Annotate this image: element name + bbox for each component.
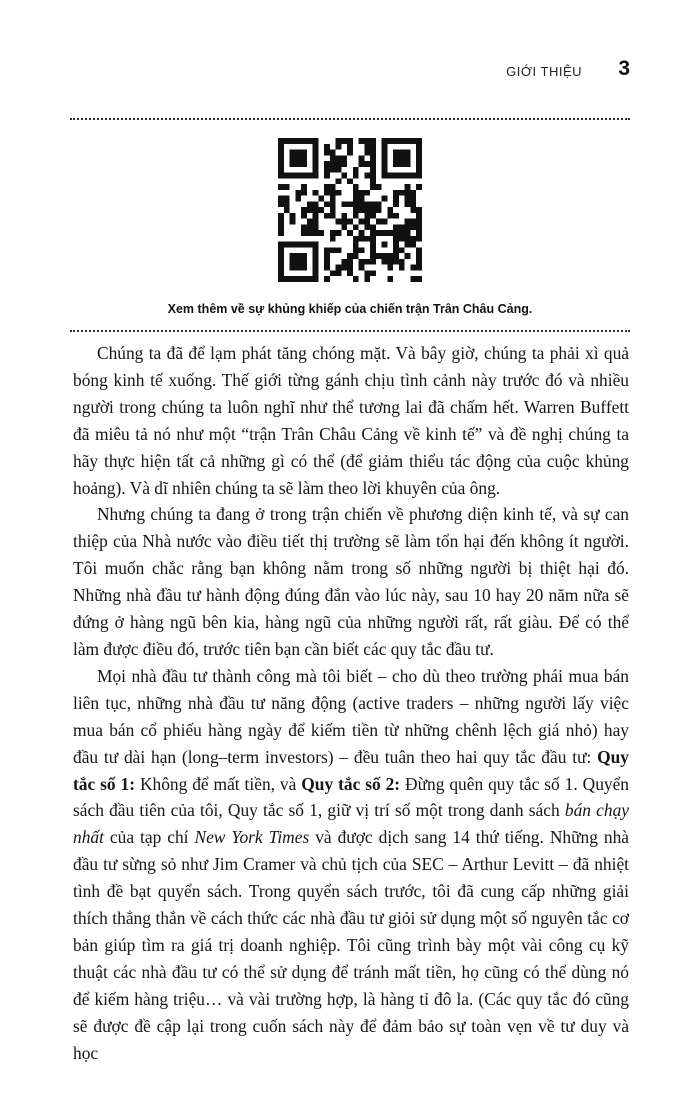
- paragraph-3-text-a: Mọi nhà đầu tư thành công mà tôi biết – cho dù theo trường phái mua bán liên tục, những nhà đầu tư năng động (active traders – những người lấy việc mua bán cổ phiếu hàng ngày để kiếm tiền từ những chênh lệch giá nhỏ) hay đầu tư dài hạn (long–term investors) – đều tuân theo hai quy tắc đầu tư:: [73, 665, 629, 767]
- paragraph-3: [73, 663, 629, 1067]
- top-dotted-divider: [70, 118, 630, 120]
- rule-1-label: Quy tắc số 1:: [73, 746, 629, 794]
- bestseller-emphasis: bán chạy nhất: [73, 800, 629, 848]
- running-header: [70, 57, 630, 86]
- body-text: [73, 340, 629, 1066]
- nyt-title: New York Times: [194, 827, 310, 848]
- paragraph-2: Nhưng chúng ta đang ở trong trận chiến về phương diện kinh tế, và sự can thiệp của Nhà nước vào điều tiết thị trường sẽ làm tổn hại đến không ít người. Tôi muốn chắc rằng bạn không nằm trong số những người bị thiệt hại đó. Những nhà đầu tư hành động đúng đắn vào lúc này, sau 10 hay 20 năm nữa sẽ đứng ở hàng ngũ bên kia, hàng ngũ của những người rất, rất giàu. Để có thể làm được điều đó, trước tiên bạn cần biết các quy tắc đầu tư.: [73, 504, 629, 659]
- paragraph-1: Chúng ta đã để lạm phát tăng chóng mặt. Và bây giờ, chúng ta phải xì quả bóng kinh tế xuống. Thế giới từng gánh chịu tình cảnh này trước đó và nhiều người trong chúng ta luôn nghĩ như thể tương lai đã chấm hết. Warren Buffett đã miêu tả nó như một “trận Trân Châu Cảng về kinh tế” và đề nghị chúng ta hãy thực hiện tất cả những gì có thể (để giảm thiểu tác động của cuộc khủng hoảng). Và dĩ nhiên chúng ta sẽ làm theo lời khuyên của ông.: [73, 343, 629, 498]
- paragraph-3-text-b: Không để mất tiền, và: [135, 773, 302, 794]
- qr-caption: Xem thêm về sự khủng khiếp của chiến trận Trân Châu Cảng.: [167, 302, 533, 316]
- rule-2-label: Quy tắc số 2:: [301, 773, 401, 794]
- paragraph-3-text-d: của tạp chí: [103, 827, 195, 848]
- paragraph-3-text-e: và được dịch sang 14 thứ tiếng. Những nhà đầu tư sừng sỏ như Jim Cramer và chủ tịch của SEC – Arthur Levitt – đã nhiệt tình đề bạt quyển sách. Trong quyển sách trước, tôi đã cung cấp những giải thích thẳng thắn về cách thức các nhà đầu tư giỏi sử dụng một số nguyên tắc cơ bản giúp tìm ra giá trị doanh nghiệp. Tôi cũng trình bày một vài công cụ kỹ thuật các nhà đầu tư có thể sử dụng để tránh mất tiền, họ cũng có thể dùng nó để kiếm hàng triệu… và vài trường hợp, là hàng tỉ đô la. (Các quy tắc đó cũng sẽ được đề cập lại trong cuốn sách này để đảm bảo sự toàn vẹn về tư duy và học: [73, 827, 629, 1063]
- qr-code-icon: [278, 138, 422, 282]
- section-title: GIỚI THIỆU: [506, 64, 582, 79]
- bottom-dotted-divider: [70, 330, 630, 332]
- paragraph-3-text-c: Đừng quên quy tắc số 1. Quyển sách đầu tiên của tôi, Quy tắc số 1, giữ vị trí số một trong danh sách: [73, 773, 630, 821]
- page-number: 3: [618, 57, 630, 80]
